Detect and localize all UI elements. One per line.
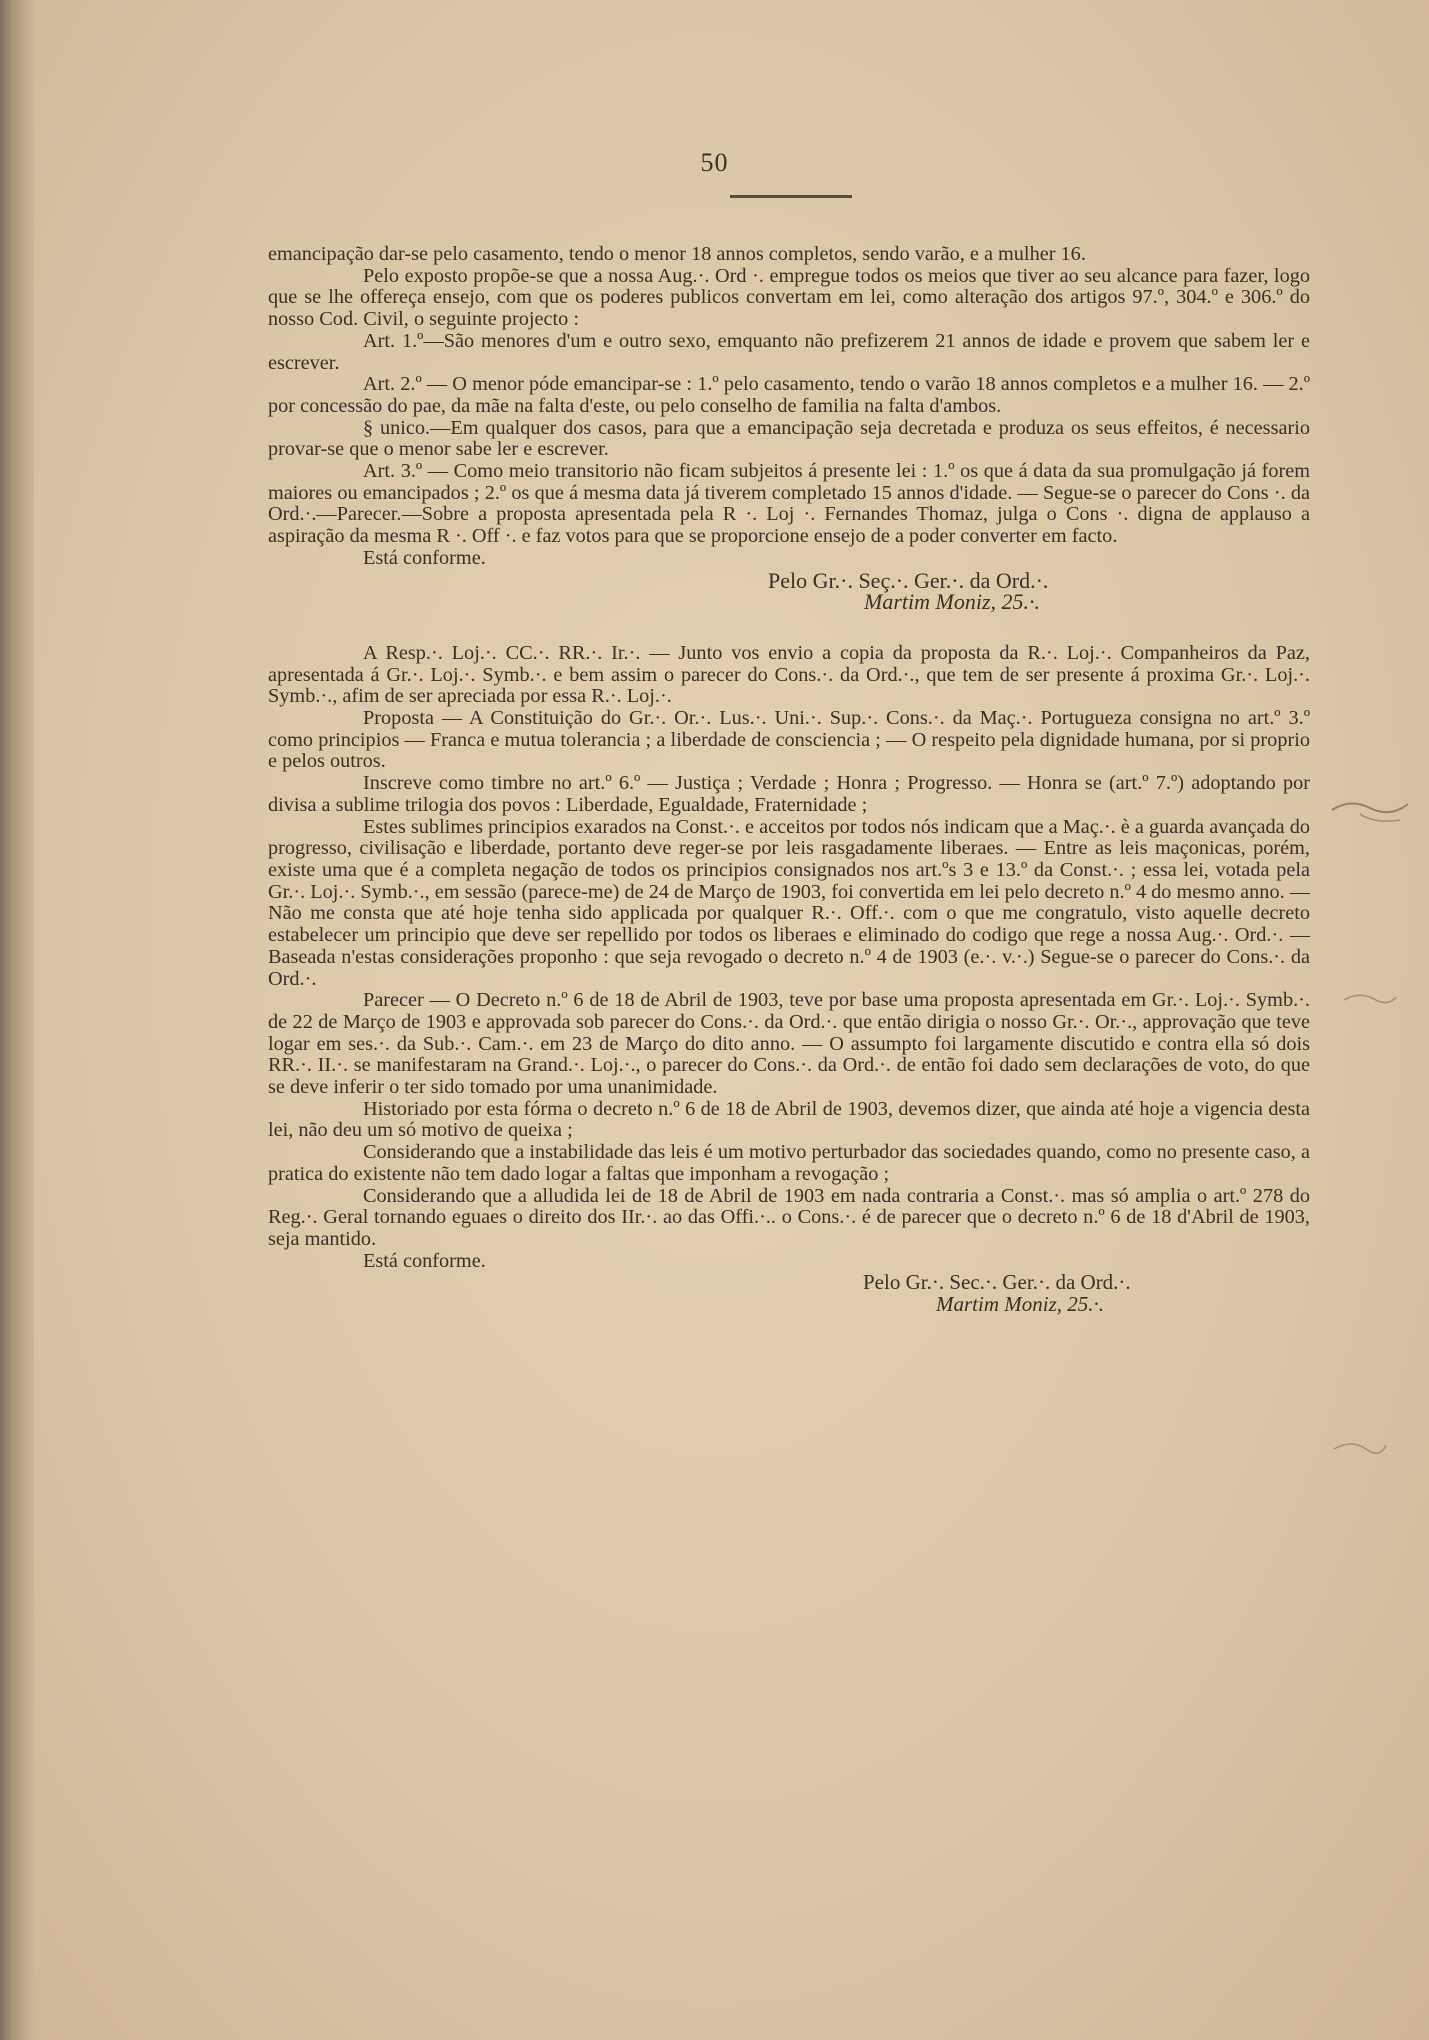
paragraph: Considerando que a instabilidade das leis é um motivo perturbador das sociedades quando, como no presente caso, a pratica do existente não tem dado logar a faltas que imponham a revogação ;	[268, 1141, 1310, 1185]
header-rule	[730, 195, 852, 198]
conformity-note: Está conforme.	[363, 1249, 486, 1272]
opinion: Parecer — O Decreto n.º 6 de 18 de Abril de 1903, teve por base uma proposta apresentada em Gr.·. Loj.·. Symb.·. de 22 de Março de 1903 e approvada sob parecer do Cons.·. da Ord.·. que então dirigia o nosso Gr.·. Or.·., approvação que teve logar em ses.·. da Sub.·. Cam.·. em 23 de Março do dito anno. — O assumpto foi largamente discutido e contra ella só dois RR.·. II.·. se manifestaram na Grand.·. Loj.·., o parecer do Cons.·. da Ord.·. de então foi dado sem declarações de voto, do que se deve inferir o ter sido tomado por uma unanimidade.	[268, 989, 1310, 1099]
conformity-note: Está conforme.	[363, 546, 486, 569]
signature-name: Martim Moniz, 25.·.	[864, 589, 1040, 615]
page-binding-edge	[0, 0, 34, 2040]
paragraph: Considerando que a alludida lei de 18 de Abril de 1903 em nada contraria a Const.·. mas só amplia o art.º 278 do Reg.·. Geral tornando eguaes o direito dos IIr.·. ao das Offi.·.. o Cons.·. é de parecer que o decreto n.º 6 de 18 d'Abril de 1903, seja mantido.	[268, 1184, 1310, 1250]
article-3: Art. 3.º — Como meio transitorio não ficam subjeitos á presente lei : 1.º os que á data da sua promulgação já forem maiores ou emancipados ; 2.º os que á mesma data já tiverem completado 15 annos d'idade. — Segue-se o parecer do Cons ·. da Ord.·.—Parecer.—Sobre a proposta apresentada pela R ·. Loj ·. Fernandes Thomaz, julga o Cons ·. digna de applauso a aspiração da mesma R ·. Off ·. e faz votos para que se proporcione ensejo de a poder converter em facto.	[268, 460, 1310, 548]
margin-mark-icon	[1340, 985, 1400, 1015]
paragraph: Historiado por esta fórma o decreto n.º 6 de 18 de Abril de 1903, devemos dizer, que ainda até hoje a vigencia desta lei, não deu um só motivo de queixa ;	[268, 1097, 1310, 1142]
paragraph-unico: § unico.—Em qualquer dos casos, para que a emancipação seja decretada e produza os seus effeitos, é necessario provar-se que o menor sabe ler e escrever.	[268, 416, 1310, 461]
margin-mark-icon	[1330, 1435, 1390, 1465]
proposal: Proposta — A Constituição do Gr.·. Or.·. Lus.·. Uni.·. Sup.·. Cons.·. da Maç.·. Portugueza consigna no art.º 3.º como principios — Franca e mutua tolerancia ; a liberdade de consciencia ; — O respeito pela dignidade humana, por si proprio e pelos outros.	[268, 707, 1310, 773]
paragraph: Pelo exposto propõe-se que a nossa Aug.·. Ord ·. empregue todos os meios que tiver ao seu alcance para fazer, logo que se lhe offereça ensejo, com que os poderes publicos convertam em lei, como alteração dos artigos 97.º, 304.º e 306.º do nosso Cod. Civil, o seguinte projecto :	[268, 264, 1310, 331]
article-1: Art. 1.º—São menores d'um e outro sexo, emquanto não prefizerem 21 annos de idade e provem que sabem ler e escrever.	[268, 329, 1310, 374]
signature-line: Pelo Gr.·. Sec.·. Ger.·. da Ord.·.	[863, 1270, 1131, 1295]
article-2: Art. 2.º — O menor póde emancipar-se : 1.º pelo casamento, tendo o varão 18 annos completos e a mulher 16. — 2.º por concessão do pae, da mãe na falta d'este, ou pelo conselho de familia na falta d'ambos.	[268, 373, 1310, 417]
paragraph: emancipação dar-se pelo casamento, tendo o menor 18 annos completos, sendo varão, e a mulher 16.	[268, 243, 1086, 265]
document-body	[268, 244, 1310, 1316]
paragraph: Inscreve como timbre no art.º 6.º — Justiça ; Verdade ; Honra ; Progresso. — Honra se (art.º 7.º) adoptando por divisa a sublime trilogia dos povos : Liberdade, Egualdade, Fraternidade ;	[268, 772, 1310, 816]
signature-line: Pelo Gr.·. Seç.·. Ger.·. da Ord.·.	[768, 567, 1049, 593]
margin-mark-icon	[1330, 790, 1410, 830]
letter-opening: A Resp.·. Loj.·. CC.·. RR.·. Ir.·. — Junto vos envio a copia da proposta da R.·. Loj.·. Companheiros da Paz, apresentada á Gr.·. Loj.·. Symb.·. e bem assim o parecer do Cons.·. da Ord.·., que tem de ser presente á proxima Gr.·. Loj.·. Symb.·., afim de ser apreciada por essa R.·. Loj.·.	[268, 641, 1310, 708]
paragraph: Estes sublimes principios exarados na Const.·. e acceitos por todos nós indicam que a Maç.·. è a guarda avançada do progresso, civilisação e liberdade, portanto deve reger-se por leis rasgadamente liberaes. — Entre as leis maçonicas, porém, existe uma que é a completa negação de todos os principios consignados nos art.ºs 3 e 13.º da Const.·. ; essa lei, votada pela Gr.·. Loj.·. Symb.·., em sessão (parece-me) de 24 de Março de 1903, foi convertida em lei pelo decreto n.º 4 do mesmo anno. — Não me consta que até hoje tenha sido applicada por qualquer R.·. Off.·. com o que me congratulo, visto aquelle decreto estabelecer um principio que deve ser repellido por todos os liberaes e eliminado do codigo que rege a nossa Aug.·. Ord.·. — Baseada n'estas considerações proponho : que seja revogado o decreto n.º 4 de 1903 (e.·. v.·.) Segue-se o parecer do Cons.·. da Ord.·.	[268, 815, 1311, 990]
page-number: 50	[700, 148, 729, 177]
signature-name: Martim Moniz, 25.·.	[936, 1292, 1104, 1317]
